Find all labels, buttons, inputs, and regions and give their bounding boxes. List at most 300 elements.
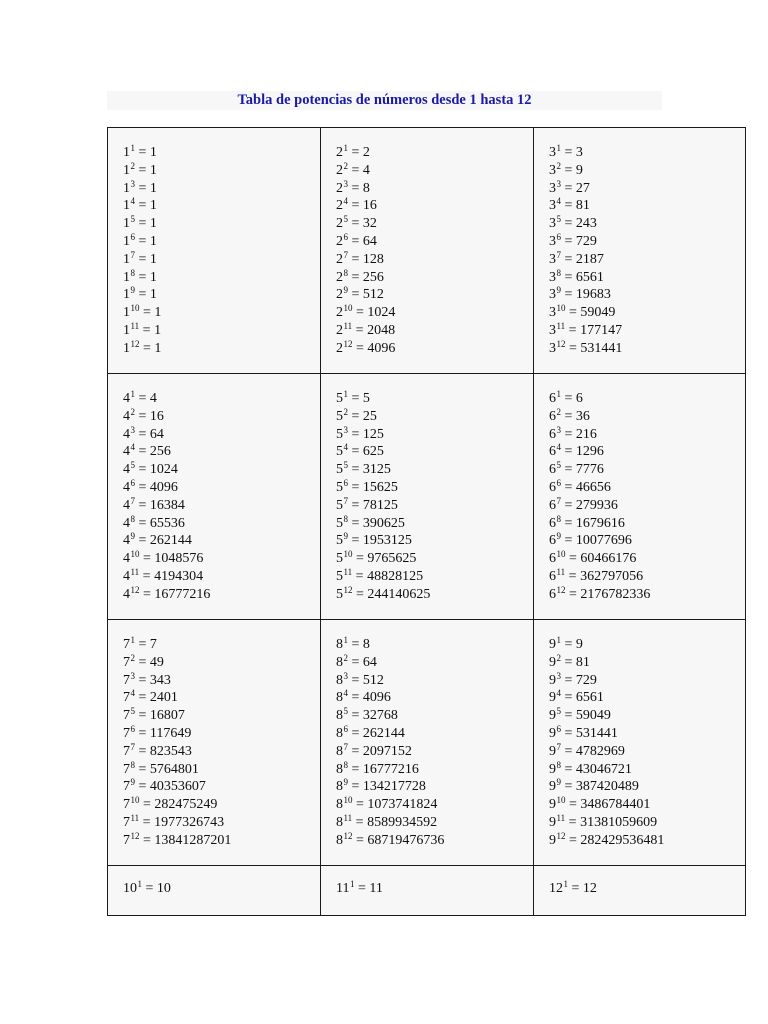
power-exponent: 2 — [343, 160, 348, 171]
equals-sign: = — [139, 305, 155, 321]
power-exponent: 1 — [130, 389, 135, 399]
equals-sign: = — [348, 708, 363, 724]
powers-table — [107, 127, 746, 916]
power-base: 6 — [549, 462, 556, 478]
power-base: 1 — [123, 216, 130, 232]
power-base: 3 — [549, 251, 556, 267]
power-value: 531441 — [580, 340, 623, 356]
power-line — [123, 286, 320, 304]
power-value: 1953125 — [362, 533, 412, 549]
power-exponent: 2 — [556, 652, 561, 663]
power-line — [549, 672, 745, 690]
equals-sign: = — [565, 568, 581, 584]
power-base: 6 — [549, 408, 556, 424]
power-value: 531441 — [575, 725, 618, 741]
equals-sign: = — [565, 797, 581, 813]
power-exponent: 1 — [130, 143, 135, 153]
equals-sign: = — [139, 797, 155, 813]
power-line — [123, 550, 320, 568]
power-exponent: 10 — [343, 549, 353, 560]
power-line — [123, 568, 320, 586]
power-cell-base-2 — [321, 128, 534, 374]
power-value: 177147 — [580, 322, 623, 338]
power-value: 19683 — [575, 287, 611, 303]
power-base: 1 — [123, 233, 130, 249]
power-base: 7 — [123, 797, 130, 813]
power-base: 7 — [123, 814, 130, 830]
power-base: 3 — [549, 162, 556, 178]
power-base: 6 — [549, 533, 556, 549]
power-exponent: 4 — [556, 442, 561, 453]
power-line — [549, 233, 745, 251]
equals-sign: = — [135, 497, 150, 513]
power-line — [123, 144, 320, 162]
power-base: 3 — [549, 322, 556, 338]
power-value: 1296 — [575, 444, 604, 460]
equals-sign: = — [348, 444, 363, 460]
power-base: 4 — [123, 479, 130, 495]
power-base: 5 — [336, 479, 343, 495]
power-value: 40353607 — [149, 779, 206, 795]
power-value: 10 — [156, 881, 171, 896]
power-line — [123, 532, 320, 550]
power-value: 5 — [362, 391, 370, 406]
power-base: 1 — [123, 305, 130, 321]
equals-sign: = — [139, 586, 155, 602]
power-line — [123, 497, 320, 515]
equals-sign: = — [348, 145, 363, 160]
power-base: 1 — [123, 198, 130, 214]
power-base: 6 — [549, 497, 556, 513]
power-value: 1 — [154, 322, 162, 338]
power-value: 48828125 — [367, 568, 424, 584]
power-base: 9 — [549, 761, 556, 777]
equals-sign: = — [565, 586, 581, 602]
equals-sign: = — [348, 426, 363, 442]
power-base: 2 — [336, 305, 343, 321]
power-base: 2 — [336, 145, 343, 160]
power-cell-base-3 — [534, 128, 745, 374]
power-base: 8 — [336, 708, 343, 724]
power-line — [123, 880, 320, 898]
power-base: 3 — [549, 216, 556, 232]
power-base: 2 — [336, 287, 343, 303]
power-exponent: 7 — [130, 741, 135, 752]
equals-sign: = — [348, 251, 363, 267]
power-value: 12 — [582, 881, 597, 896]
power-value: 68719476736 — [367, 832, 445, 848]
power-base: 5 — [336, 515, 343, 531]
power-exponent: 5 — [343, 214, 348, 225]
power-exponent: 1 — [556, 635, 561, 645]
power-line — [123, 461, 320, 479]
power-exponent: 10 — [556, 549, 566, 560]
equals-sign: = — [561, 162, 576, 178]
power-value: 16 — [149, 408, 164, 424]
power-exponent: 2 — [556, 406, 561, 417]
equals-sign: = — [348, 462, 363, 478]
power-line — [336, 479, 533, 497]
power-line — [336, 426, 533, 444]
power-base: 8 — [336, 690, 343, 706]
equals-sign: = — [135, 180, 150, 196]
power-cell-base-4 — [108, 374, 321, 620]
power-value: 1073741824 — [367, 797, 438, 813]
power-base: 3 — [549, 305, 556, 321]
power-base: 2 — [336, 162, 343, 178]
power-base: 5 — [336, 533, 343, 549]
power-value: 279936 — [575, 497, 618, 513]
power-exponent: 4 — [343, 688, 348, 699]
power-value: 27 — [575, 180, 590, 196]
power-line — [336, 814, 533, 832]
power-line — [549, 408, 745, 426]
equals-sign: = — [568, 881, 583, 896]
power-exponent: 6 — [556, 723, 561, 734]
power-line — [336, 390, 533, 408]
equals-sign: = — [139, 322, 155, 338]
power-exponent: 1 — [130, 635, 135, 645]
power-line — [549, 162, 745, 180]
power-exponent: 2 — [343, 652, 348, 663]
power-base: 2 — [336, 198, 343, 214]
power-value: 49 — [149, 654, 164, 670]
power-value: 512 — [362, 287, 384, 303]
power-exponent: 4 — [343, 442, 348, 453]
power-exponent: 7 — [130, 249, 135, 260]
power-base: 8 — [336, 743, 343, 759]
power-exponent: 6 — [130, 723, 135, 734]
equals-sign: = — [352, 551, 368, 567]
power-exponent: 12 — [343, 584, 353, 595]
power-line — [123, 689, 320, 707]
equals-sign: = — [352, 305, 368, 321]
power-exponent: 8 — [130, 513, 135, 524]
power-base: 9 — [549, 672, 556, 688]
power-base: 6 — [549, 391, 556, 406]
equals-sign: = — [348, 743, 363, 759]
power-exponent: 1 — [343, 635, 348, 645]
power-base: 4 — [123, 408, 130, 424]
power-exponent: 6 — [556, 477, 561, 488]
power-value: 262144 — [149, 533, 192, 549]
power-base: 8 — [336, 797, 343, 813]
equals-sign: = — [139, 340, 155, 356]
equals-sign: = — [139, 832, 155, 848]
power-exponent: 7 — [556, 741, 561, 752]
power-exponent: 11 — [343, 812, 353, 823]
equals-sign: = — [561, 426, 576, 442]
power-exponent: 3 — [556, 178, 561, 189]
power-value: 43046721 — [575, 761, 632, 777]
power-exponent: 8 — [343, 267, 348, 278]
equals-sign: = — [561, 761, 576, 777]
power-base: 2 — [336, 251, 343, 267]
equals-sign: = — [561, 216, 576, 232]
power-line — [123, 215, 320, 233]
power-base: 4 — [123, 497, 130, 513]
power-value: 4 — [149, 391, 157, 406]
power-base: 7 — [123, 708, 130, 724]
power-line — [123, 426, 320, 444]
power-exponent: 6 — [343, 231, 348, 242]
power-line — [123, 636, 320, 654]
equals-sign: = — [135, 479, 150, 495]
power-line — [549, 479, 745, 497]
equals-sign: = — [135, 426, 150, 442]
power-value: 10077696 — [575, 533, 632, 549]
power-exponent: 7 — [556, 495, 561, 506]
power-exponent: 8 — [343, 513, 348, 524]
power-value: 282429536481 — [580, 832, 665, 848]
power-line — [123, 390, 320, 408]
power-base: 4 — [123, 444, 130, 460]
power-exponent: 12 — [130, 830, 140, 841]
equals-sign: = — [348, 162, 363, 178]
power-line — [123, 832, 320, 850]
power-line — [549, 586, 745, 604]
power-line — [549, 304, 745, 322]
power-value: 244140625 — [367, 586, 431, 602]
power-value: 823543 — [149, 743, 192, 759]
power-line — [336, 796, 533, 814]
power-line — [123, 761, 320, 779]
equals-sign: = — [352, 814, 368, 830]
power-exponent: 10 — [130, 795, 140, 806]
power-exponent: 7 — [556, 249, 561, 260]
power-value: 9 — [575, 637, 583, 652]
equals-sign: = — [354, 881, 370, 896]
power-value: 59049 — [575, 708, 611, 724]
power-value: 81 — [575, 654, 590, 670]
equals-sign: = — [348, 408, 363, 424]
power-line — [123, 304, 320, 322]
equals-sign: = — [348, 479, 363, 495]
power-cell-base-1 — [108, 128, 321, 374]
power-line — [549, 814, 745, 832]
power-value: 4782969 — [575, 743, 625, 759]
power-exponent: 11 — [343, 566, 353, 577]
equals-sign: = — [561, 180, 576, 196]
equals-sign: = — [348, 269, 363, 285]
equals-sign: = — [561, 743, 576, 759]
power-exponent: 9 — [343, 531, 348, 542]
power-value: 2401 — [149, 690, 178, 706]
equals-sign: = — [565, 322, 581, 338]
power-base: 2 — [336, 233, 343, 249]
power-base: 3 — [549, 145, 556, 160]
power-exponent: 2 — [130, 160, 135, 171]
equals-sign: = — [561, 779, 576, 795]
power-exponent: 5 — [556, 460, 561, 471]
power-value: 2048 — [367, 322, 396, 338]
power-line — [549, 707, 745, 725]
power-value: 1679616 — [575, 515, 625, 531]
power-exponent: 6 — [343, 723, 348, 734]
power-value: 262144 — [362, 725, 405, 741]
power-exponent: 5 — [343, 706, 348, 717]
power-exponent: 9 — [130, 285, 135, 296]
power-line — [549, 725, 745, 743]
power-base: 4 — [123, 568, 130, 584]
power-base: 8 — [336, 761, 343, 777]
power-base: 1 — [123, 269, 130, 285]
power-line — [123, 654, 320, 672]
power-exponent: 3 — [343, 424, 348, 435]
power-exponent: 10 — [556, 303, 566, 314]
power-line — [549, 515, 745, 533]
power-line — [549, 215, 745, 233]
power-exponent: 3 — [556, 424, 561, 435]
equals-sign: = — [352, 586, 368, 602]
power-base: 4 — [123, 533, 130, 549]
power-value: 1 — [149, 216, 157, 232]
power-line — [336, 761, 533, 779]
power-base: 6 — [549, 568, 556, 584]
power-line — [336, 586, 533, 604]
equals-sign: = — [348, 287, 363, 303]
power-line — [549, 743, 745, 761]
power-line — [549, 796, 745, 814]
equals-sign: = — [135, 462, 150, 478]
power-line — [336, 340, 533, 358]
equals-sign: = — [348, 198, 363, 214]
power-line — [336, 532, 533, 550]
power-base: 1 — [123, 180, 130, 196]
power-exponent: 10 — [343, 303, 353, 314]
power-value: 2 — [362, 145, 370, 160]
equals-sign: = — [561, 515, 576, 531]
equals-sign: = — [561, 145, 576, 160]
power-line — [336, 515, 533, 533]
power-line — [123, 340, 320, 358]
power-exponent: 1 — [343, 143, 348, 153]
power-value: 13841287201 — [154, 832, 232, 848]
power-value: 36 — [575, 408, 590, 424]
power-value: 4 — [362, 162, 370, 178]
power-value: 1 — [149, 251, 157, 267]
power-line — [336, 568, 533, 586]
power-value: 16384 — [149, 497, 185, 513]
power-exponent: 8 — [556, 267, 561, 278]
power-value: 31381059609 — [580, 814, 658, 830]
equals-sign: = — [135, 743, 150, 759]
power-value: 3486784401 — [580, 797, 651, 813]
power-cell-base-6 — [534, 374, 745, 620]
power-line — [336, 251, 533, 269]
power-base: 9 — [549, 779, 556, 795]
power-base: 3 — [549, 287, 556, 303]
power-value: 729 — [575, 672, 597, 688]
power-value: 8 — [362, 180, 370, 196]
power-base: 12 — [549, 881, 563, 896]
power-base: 5 — [336, 391, 343, 406]
power-base: 8 — [336, 832, 343, 848]
power-line — [336, 636, 533, 654]
power-value: 256 — [149, 444, 171, 460]
equals-sign: = — [135, 761, 150, 777]
power-value: 128 — [362, 251, 384, 267]
equals-sign: = — [565, 551, 581, 567]
power-base: 5 — [336, 444, 343, 460]
power-base: 9 — [549, 832, 556, 848]
power-exponent: 6 — [130, 231, 135, 242]
power-line — [549, 322, 745, 340]
power-line — [336, 880, 533, 898]
power-value: 9 — [575, 162, 583, 178]
power-line — [336, 180, 533, 198]
power-line — [123, 743, 320, 761]
power-value: 64 — [362, 654, 377, 670]
power-line — [549, 340, 745, 358]
power-value: 1 — [149, 198, 157, 214]
power-base: 6 — [549, 444, 556, 460]
power-line — [549, 550, 745, 568]
equals-sign: = — [348, 672, 363, 688]
page-title: Tabla de potencias de números desde 1 hasta 12 — [237, 92, 532, 108]
power-exponent: 8 — [556, 513, 561, 524]
power-line — [549, 443, 745, 461]
power-exponent: 2 — [556, 160, 561, 171]
power-base: 4 — [123, 391, 130, 406]
power-line — [336, 269, 533, 287]
power-line — [123, 586, 320, 604]
power-value: 1 — [149, 180, 157, 196]
power-line — [549, 880, 745, 898]
power-exponent: 5 — [130, 706, 135, 717]
power-base: 1 — [123, 340, 130, 356]
power-value: 65536 — [149, 515, 185, 531]
power-exponent: 6 — [130, 477, 135, 488]
power-line — [123, 707, 320, 725]
power-line — [123, 515, 320, 533]
power-value: 243 — [575, 216, 597, 232]
power-exponent: 3 — [130, 670, 135, 681]
power-line — [123, 233, 320, 251]
power-value: 46656 — [575, 479, 611, 495]
power-value: 1 — [149, 162, 157, 178]
equals-sign: = — [561, 690, 576, 706]
power-base: 7 — [123, 725, 130, 741]
power-base: 9 — [549, 743, 556, 759]
power-line — [336, 144, 533, 162]
power-value: 16 — [362, 198, 377, 214]
power-exponent: 5 — [556, 214, 561, 225]
power-base: 5 — [336, 497, 343, 513]
power-value: 64 — [149, 426, 164, 442]
equals-sign: = — [135, 515, 150, 531]
power-exponent: 12 — [130, 338, 140, 349]
power-value: 7 — [149, 637, 157, 652]
power-exponent: 4 — [130, 688, 135, 699]
power-line — [549, 636, 745, 654]
power-base: 1 — [123, 287, 130, 303]
power-value: 3 — [575, 145, 583, 160]
power-line — [549, 269, 745, 287]
equals-sign: = — [135, 269, 150, 285]
power-line — [549, 568, 745, 586]
power-exponent: 5 — [556, 706, 561, 717]
power-line — [123, 197, 320, 215]
power-line — [123, 443, 320, 461]
power-value: 729 — [575, 233, 597, 249]
power-line — [549, 390, 745, 408]
power-exponent: 11 — [130, 812, 140, 823]
power-exponent: 1 — [563, 879, 568, 889]
power-base: 7 — [123, 779, 130, 795]
power-exponent: 3 — [556, 670, 561, 681]
equals-sign: = — [348, 690, 363, 706]
